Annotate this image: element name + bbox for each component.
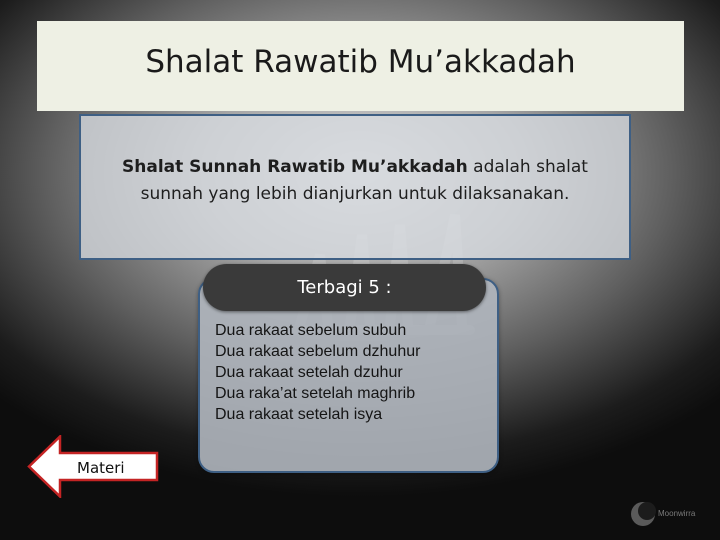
- brand-logo: [628, 499, 708, 529]
- slide-title: Shalat Rawatib Mu’akkadah: [145, 44, 576, 80]
- list-item: Dua rakaat sebelum subuh: [215, 322, 407, 339]
- list-item: Dua raka’at setelah maghrib: [215, 385, 416, 402]
- title-banner: [37, 21, 684, 111]
- definition-rest: adalah shalat sunnah yang lebih dianjurkan untuk dilaksanakan.: [140, 157, 588, 204]
- list-item: Dua rakaat setelah dzuhur: [215, 364, 403, 381]
- list-item: Dua rakaat sebelum dzhuhur: [215, 343, 421, 360]
- back-materi-button[interactable]: [27, 435, 159, 498]
- moon-logo-icon: [630, 501, 656, 527]
- panel-header: [203, 264, 486, 311]
- definition-term: Shalat Sunnah Rawatib Mu’akkadah: [122, 157, 468, 177]
- panel-header-label: Terbagi 5 :: [297, 277, 392, 298]
- definition-box: [79, 114, 631, 260]
- list-item: Dua rakaat setelah isya: [215, 406, 383, 423]
- definition-text: [81, 154, 629, 208]
- logo-text: Moonwirra: [658, 509, 696, 518]
- rawatib-list: [215, 320, 420, 425]
- back-button-label: Materi: [77, 459, 125, 477]
